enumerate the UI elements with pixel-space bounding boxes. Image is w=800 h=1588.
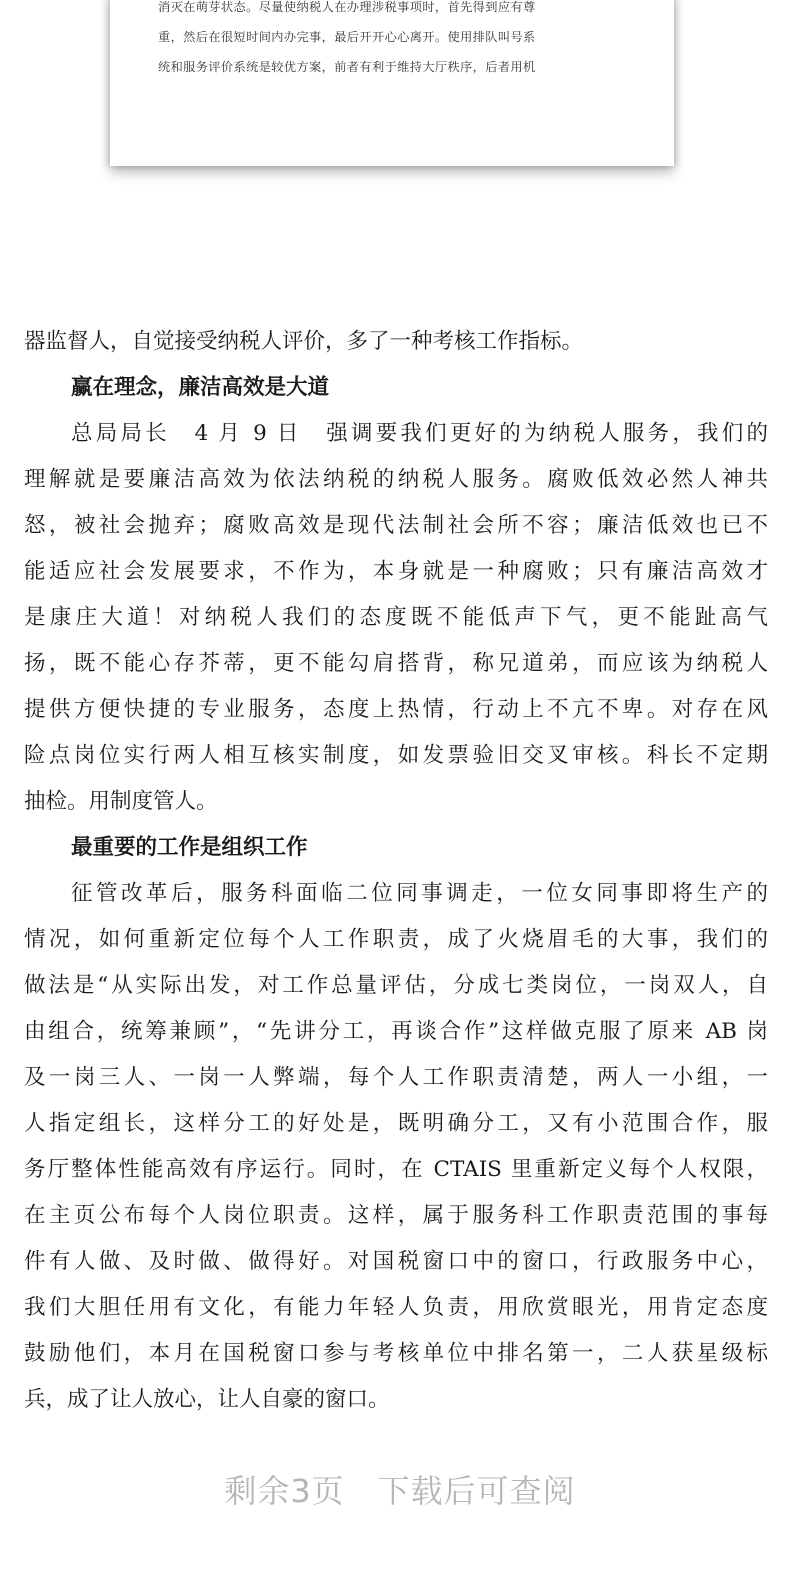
- paragraph-line: 兵，成了让人放心，让人自豪的窗口。: [24, 1387, 390, 1412]
- paragraph-line: 怒，被社会抛弃；腐败高效是现代法制社会所不容；廉洁低效也已不: [24, 513, 768, 538]
- paragraph-line: 由组合，统筹兼顾”，“先讲分工，再谈合作”这样做克服了原来 AB 岗: [24, 1019, 768, 1044]
- previous-page-text: [158, 0, 630, 82]
- section-heading: 赢在理念，廉洁高效是大道: [71, 375, 330, 400]
- paragraph-line: 险点岗位实行两人相互核实制度，如发票验旧交叉审核。科长不定期: [24, 743, 768, 768]
- paragraph-line: 抽检。用制度管人。: [24, 789, 218, 814]
- paragraph-line: 能适应社会发展要求，不作为，本身就是一种腐败；只有廉洁高效才: [24, 559, 768, 584]
- previous-page-line: 统和服务评价系统是较优方案，前者有利于维持大厅秩序，后者用机: [158, 60, 536, 74]
- paragraph-line: 在主页公布每个人岗位职责。这样，属于服务科工作职责范围的事每: [24, 1203, 768, 1228]
- paragraph-line: 件有人做、及时做、做得好。对国税窗口中的窗口，行政服务中心，: [24, 1249, 768, 1274]
- previous-page-line: 重，然后在很短时间内办完事，最后开开心心离开。使用排队叫号系: [158, 30, 536, 44]
- paragraph-line: 提供方便快捷的专业服务，态度上热情，行动上不亢不卑。对存在风: [24, 697, 768, 722]
- section-heading: 最重要的工作是组织工作: [71, 835, 308, 860]
- paragraph-line: 做法是“从实际出发，对工作总量评估，分成七类岗位，一岗双人，自: [24, 973, 768, 998]
- paragraph-line: 鼓励他们，本月在国税窗口参与考核单位中排名第一，二人获星级标: [24, 1341, 768, 1366]
- paragraph-line: 征管改革后，服务科面临二位同事调走，一位女同事即将生产的: [71, 881, 768, 906]
- previous-page-line: 消灭在萌芽状态。尽量使纳税人在办理涉税事项时，首先得到应有尊: [158, 0, 536, 14]
- paragraph-line: 理解就是要廉洁高效为依法纳税的纳税人服务。腐败低效必然人神共: [24, 467, 768, 492]
- download-to-read-more-link[interactable]: 剩余3页 下载后可查阅: [224, 1472, 576, 1510]
- paragraph-line: 总局局长 4 月 9 日 强调要我们更好的为纳税人服务，我们的: [71, 421, 768, 446]
- paragraph-line: 我们大胆任用有文化，有能力年轻人负责，用欣赏眼光，用肯定态度: [24, 1295, 768, 1320]
- article-body: [24, 319, 768, 1423]
- previous-page-card: [110, 0, 674, 166]
- paragraph-line: 及一岗三人、一岗一人弊端，每个人工作职责清楚，两人一小组，一: [24, 1065, 768, 1090]
- paragraph-line: 情况，如何重新定位每个人工作职责，成了火烧眉毛的大事，我们的: [24, 927, 768, 952]
- paragraph-line: 扬，既不能心存芥蒂，更不能勾肩搭背，称兄道弟，而应该为纳税人: [24, 651, 768, 676]
- paragraph-line: 是康庄大道！对纳税人我们的态度既不能低声下气，更不能趾高气: [24, 605, 768, 630]
- intro-line: 器监督人，自觉接受纳税人评价，多了一种考核工作指标。: [24, 329, 584, 354]
- paragraph-line: 务厅整体性能高效有序运行。同时，在 CTAIS 里重新定义每个人权限，: [24, 1157, 768, 1182]
- paragraph-line: 人指定组长，这样分工的好处是，既明确分工，又有小范围合作，服: [24, 1111, 768, 1136]
